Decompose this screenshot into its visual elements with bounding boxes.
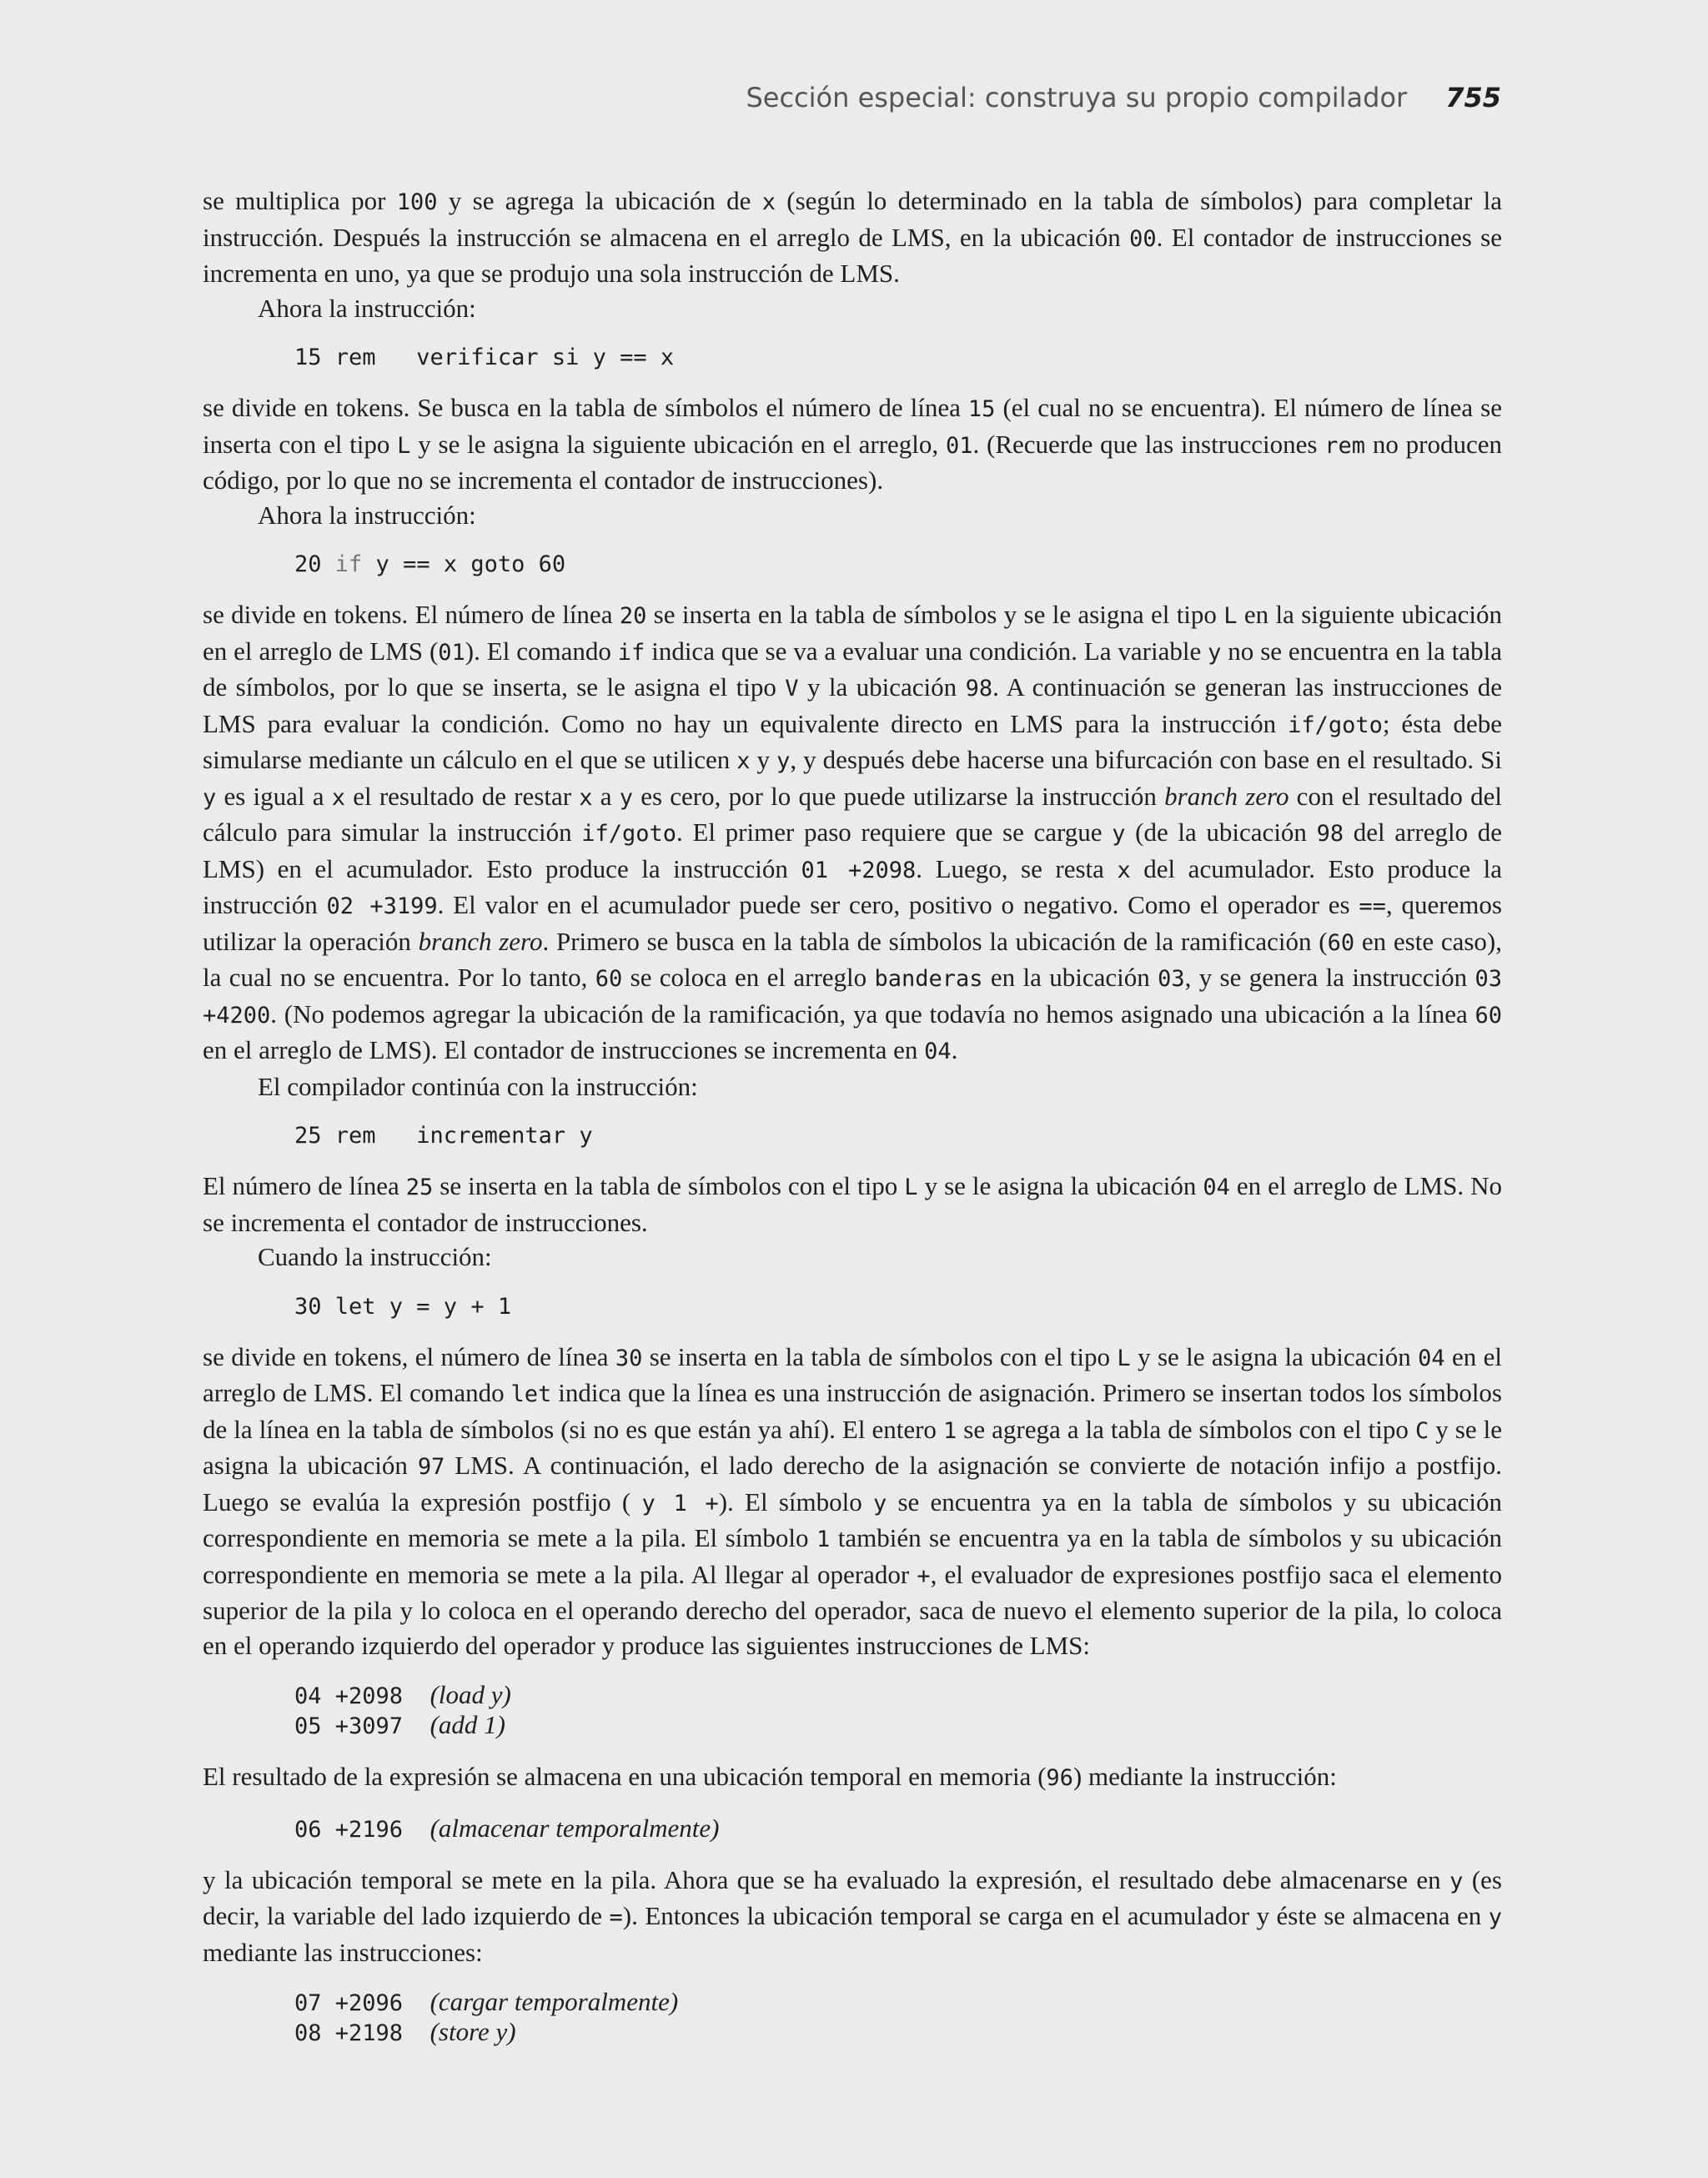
paragraph-7: El número de línea 25 se inserta en la tabla de símbolos con el tipo L y se le asigna la ubicación 04 en el arreglo de LMS. No se incrementa el contador de instrucciones. bbox=[203, 1171, 1502, 1237]
paragraph-11: y la ubicación temporal se mete en la pila. Ahora que se ha evaluado la expresión, el resultado debe almacenarse en y (es decir, la variable del lado izquierdo de =). Entonces la ubicación temporal se carga en el acumulador y éste se almacena en y mediante las instrucciones: bbox=[203, 1864, 1502, 1967]
code-line-25: 25 rem incrementar y bbox=[294, 1123, 593, 1149]
code-block-load-add: 04 +2098 (load y) 05 +3097 (add 1) bbox=[294, 1680, 511, 1739]
section-title: Sección especial: construya su propio compilador bbox=[746, 82, 1408, 113]
code-block-store-temp: 06 +2196 (almacenar temporalmente) bbox=[294, 1813, 720, 1843]
paragraph-10: El resultado de la expresión se almacena en una ubicación temporal en memoria (96) mediante la instrucción: bbox=[203, 1762, 1337, 1791]
paragraph-1: se multiplica por 100 y se agrega la ubicación de x (según lo determinado en la tabla de símbolos) para completar la instrucción. Después la instrucción se almacena en el arreglo de LMS, en la ubicación 00. El contador de instrucciones se incrementa en uno, ya que se produjo una sola instrucción de LMS. bbox=[203, 186, 1503, 288]
code-block-load-store: 07 +2096 (cargar temporalmente) 08 +2198 (store y) bbox=[294, 1987, 679, 2046]
paragraph-5: se divide en tokens. El número de línea 20 se inserta en la tabla de símbolos y se le asigna el tipo L en la siguiente ubicación en el arreglo de LMS (01). El comando if indica que se va a evaluar una condición. La variable y no se encuentra en la tabla de símbolos, por lo que se inserta, se le asigna el tipo V y la ubicación 98. A continuación se generan las instrucciones de LMS para evaluar la condición. Como no hay un equivalente directo en LMS para la instrucción if/goto; ésta debe simularse mediante un cálculo en el que se utilicen x y y, y después debe hacerse una bifurcación con base en el resultado. Si y es igual a x el resultado de restar x a y es cero, por lo que puede utilizarse la instrucción branch zero con el resultado del cálculo para simular la instrucción if/goto. El primer paso requiere que se cargue y (de la ubicación 98 del arreglo de LMS) en el acumulador. Esto produce la instrucción 01 +2098. Luego, se resta x del acumulador. Esto produce la instrucción 02 +3199. El valor en el acumulador puede ser cero, positivo o negativo. Como el operador es ==, queremos utilizar la operación branch zero. Primero se busca en la tabla de símbolos la ubicación de la ramificación (60 en este caso), la cual no se encuentra. Por lo tanto, 60 se coloca en el arreglo banderas en la ubicación 03, y se genera la instrucción 03 +4200. (No podemos agregar la ubicación de la ramificación, ya que todavía no hemos asignado una ubicación a la línea 60 en el arreglo de LMS). El contador de instrucciones se incrementa en 04. bbox=[203, 600, 1503, 1064]
page-number: 755 bbox=[1445, 82, 1501, 113]
code-line-30: 30 let y = y + 1 bbox=[294, 1293, 512, 1320]
paragraph-4: Ahora la instrucción: bbox=[258, 500, 476, 530]
running-header bbox=[746, 82, 1501, 113]
body-text bbox=[203, 184, 1502, 2066]
paragraph-3: se divide en tokens. Se busca en la tabla de símbolos el número de línea 15 (el cual no se encuentra). El número de línea se inserta con el tipo L y se le asigna la siguiente ubicación en el arreglo, 01. (Recuerde que las instrucciones rem no producen código, por lo que no se incrementa el contador de instrucciones). bbox=[203, 393, 1502, 495]
paragraph-6: El compilador continúa con la instrucción: bbox=[258, 1071, 698, 1101]
code-line-15: 15 rem verificar si y == x bbox=[294, 345, 675, 370]
paragraph-8: Cuando la instrucción: bbox=[258, 1242, 492, 1271]
code-line-20: 20 if y == x goto 60 bbox=[294, 551, 566, 577]
paragraph-9: se divide en tokens, el número de línea 30 se inserta en la tabla de símbolos con el tipo L y se le asigna la ubicación 04 en el arreglo de LMS. El comando let indica que la línea es una instrucción de asignación. Primero se insertan todos los símbolos de la línea en la tabla de símbolos (si no es que están ya ahí). El entero 1 se agrega a la tabla de símbolos con el tipo C y se le asigna la ubicación 97 LMS. A continuación, el lado derecho de la asignación se convierte de notación infijo a postfijo. Luego se evalúa la expresión postfijo ( y 1 +). El símbolo y se encuentra ya en la tabla de símbolos y su ubicación correspondiente en memoria se mete a la pila. El símbolo 1 también se encuentra ya en la tabla de símbolos y su ubicación correspondiente en memoria se mete a la pila. Al llegar al operador +, el evaluador de expresiones postfijo saca el elemento superior de la pila y lo coloca en el operando derecho del operador, saca de nuevo el elemento superior de la pila, lo coloca en el operando izquierdo del operador y produce las siguientes instrucciones de LMS: bbox=[203, 1341, 1503, 1660]
paragraph-2: Ahora la instrucción: bbox=[258, 293, 476, 323]
